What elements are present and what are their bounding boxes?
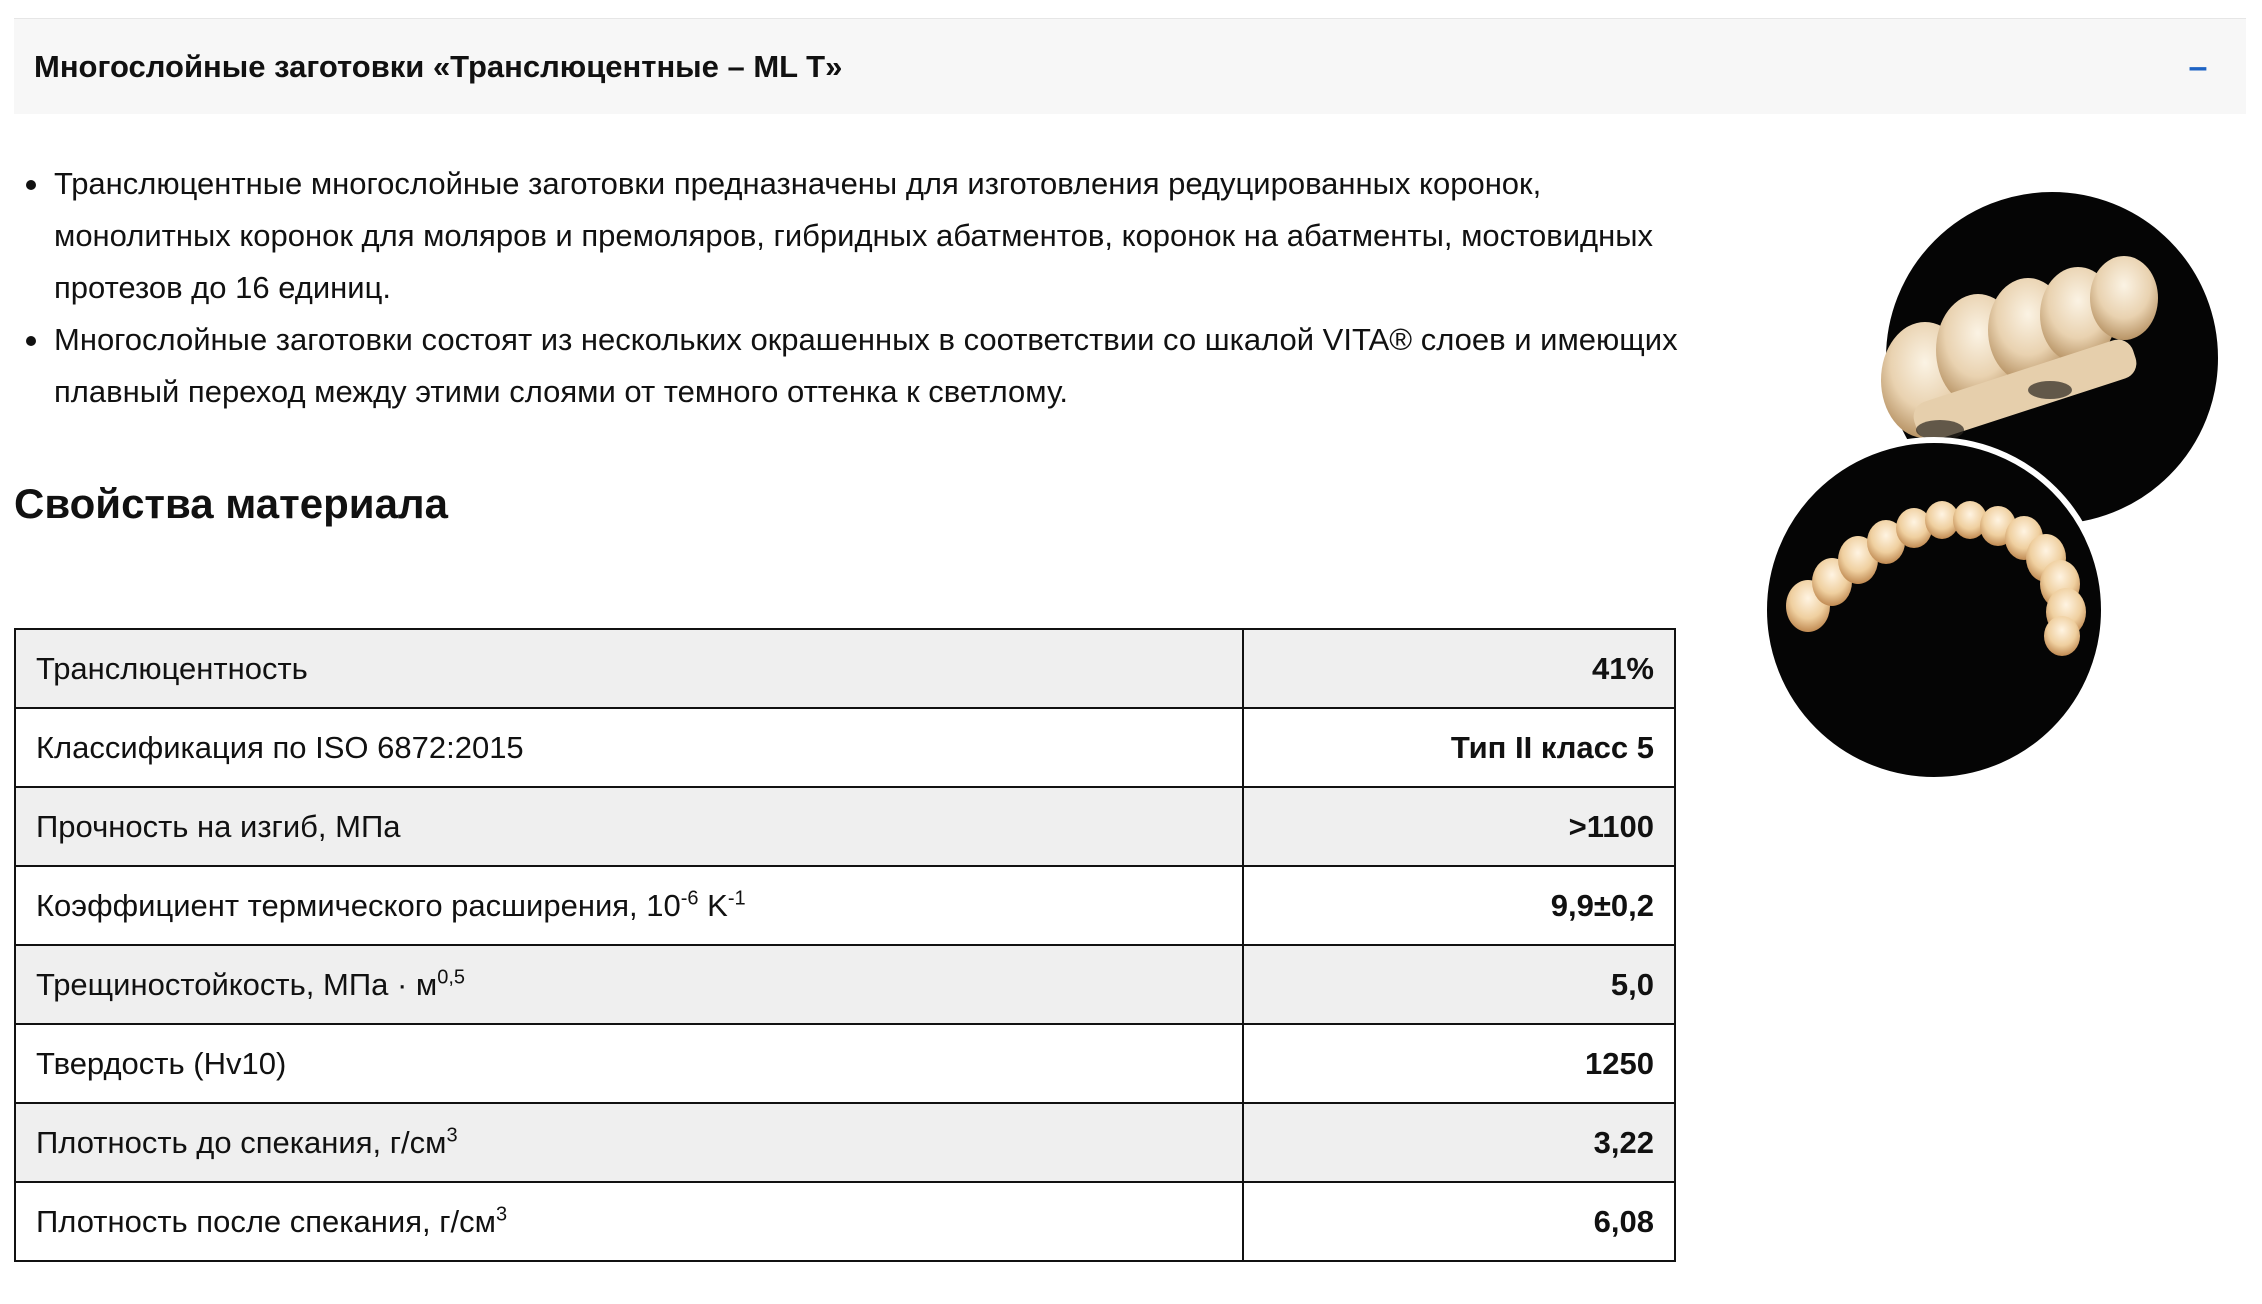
property-value: 41% xyxy=(1243,629,1675,708)
property-name: Твердость (Hv10) xyxy=(15,1024,1243,1103)
property-value: 3,22 xyxy=(1243,1103,1675,1182)
table-row xyxy=(15,1103,1675,1182)
description-item: Многослойные заготовки состоят из нескольких окрашенных в соответствии со шкалой VITA® слоев и имеющих плавный переход между этими слоями от темного оттенка к светлому. xyxy=(14,314,1694,418)
table-row xyxy=(15,1024,1675,1103)
description-item: Транслюцентные многослойные заготовки предназначены для изготовления редуцированных коронок, монолитных коронок для моляров и премоляров, гибридных абатментов, коронок на абатменты, мостовидных протезов до 16 единиц. xyxy=(14,158,1694,314)
table-row xyxy=(15,787,1675,866)
property-name: Прочность на изгиб, МПа xyxy=(15,787,1243,866)
collapse-toggle-icon[interactable]: – xyxy=(2188,47,2208,86)
property-value: >1100 xyxy=(1243,787,1675,866)
property-value: Тип II класс 5 xyxy=(1243,708,1675,787)
property-name: Плотность после спекания, $г/см^3$ xyxy=(15,1182,1243,1261)
table-row xyxy=(15,945,1675,1024)
property-value: 1250 xyxy=(1243,1024,1675,1103)
property-name: Транслюцентность xyxy=(15,629,1243,708)
section-heading: Свойства материала xyxy=(14,480,448,527)
accordion-header[interactable] xyxy=(14,18,2246,114)
property-name: Плотность до спекания, $г/см^3$ xyxy=(15,1103,1243,1182)
accordion-title: Многослойные заготовки «Транслюцентные – ML T» xyxy=(34,48,843,84)
table-row xyxy=(15,866,1675,945)
property-value: 9,9±0,2 xyxy=(1243,866,1675,945)
product-photos xyxy=(1760,190,2220,790)
property-name: Трещиностойкость, МПа · $м^{0,5}$ xyxy=(15,945,1243,1024)
table-row xyxy=(15,629,1675,708)
property-value: 5,0 xyxy=(1243,945,1675,1024)
property-name: Коэффициент термического расширения, $10^{-6}$ $K^{-1}$ xyxy=(15,866,1243,945)
description-list xyxy=(14,158,1694,418)
table-row xyxy=(15,1182,1675,1261)
properties-table xyxy=(14,628,1676,1262)
property-name: Классификация по ISO 6872:2015 xyxy=(15,708,1243,787)
table-row xyxy=(15,708,1675,787)
property-value: 6,08 xyxy=(1243,1182,1675,1261)
arch-photo xyxy=(1764,440,2104,780)
